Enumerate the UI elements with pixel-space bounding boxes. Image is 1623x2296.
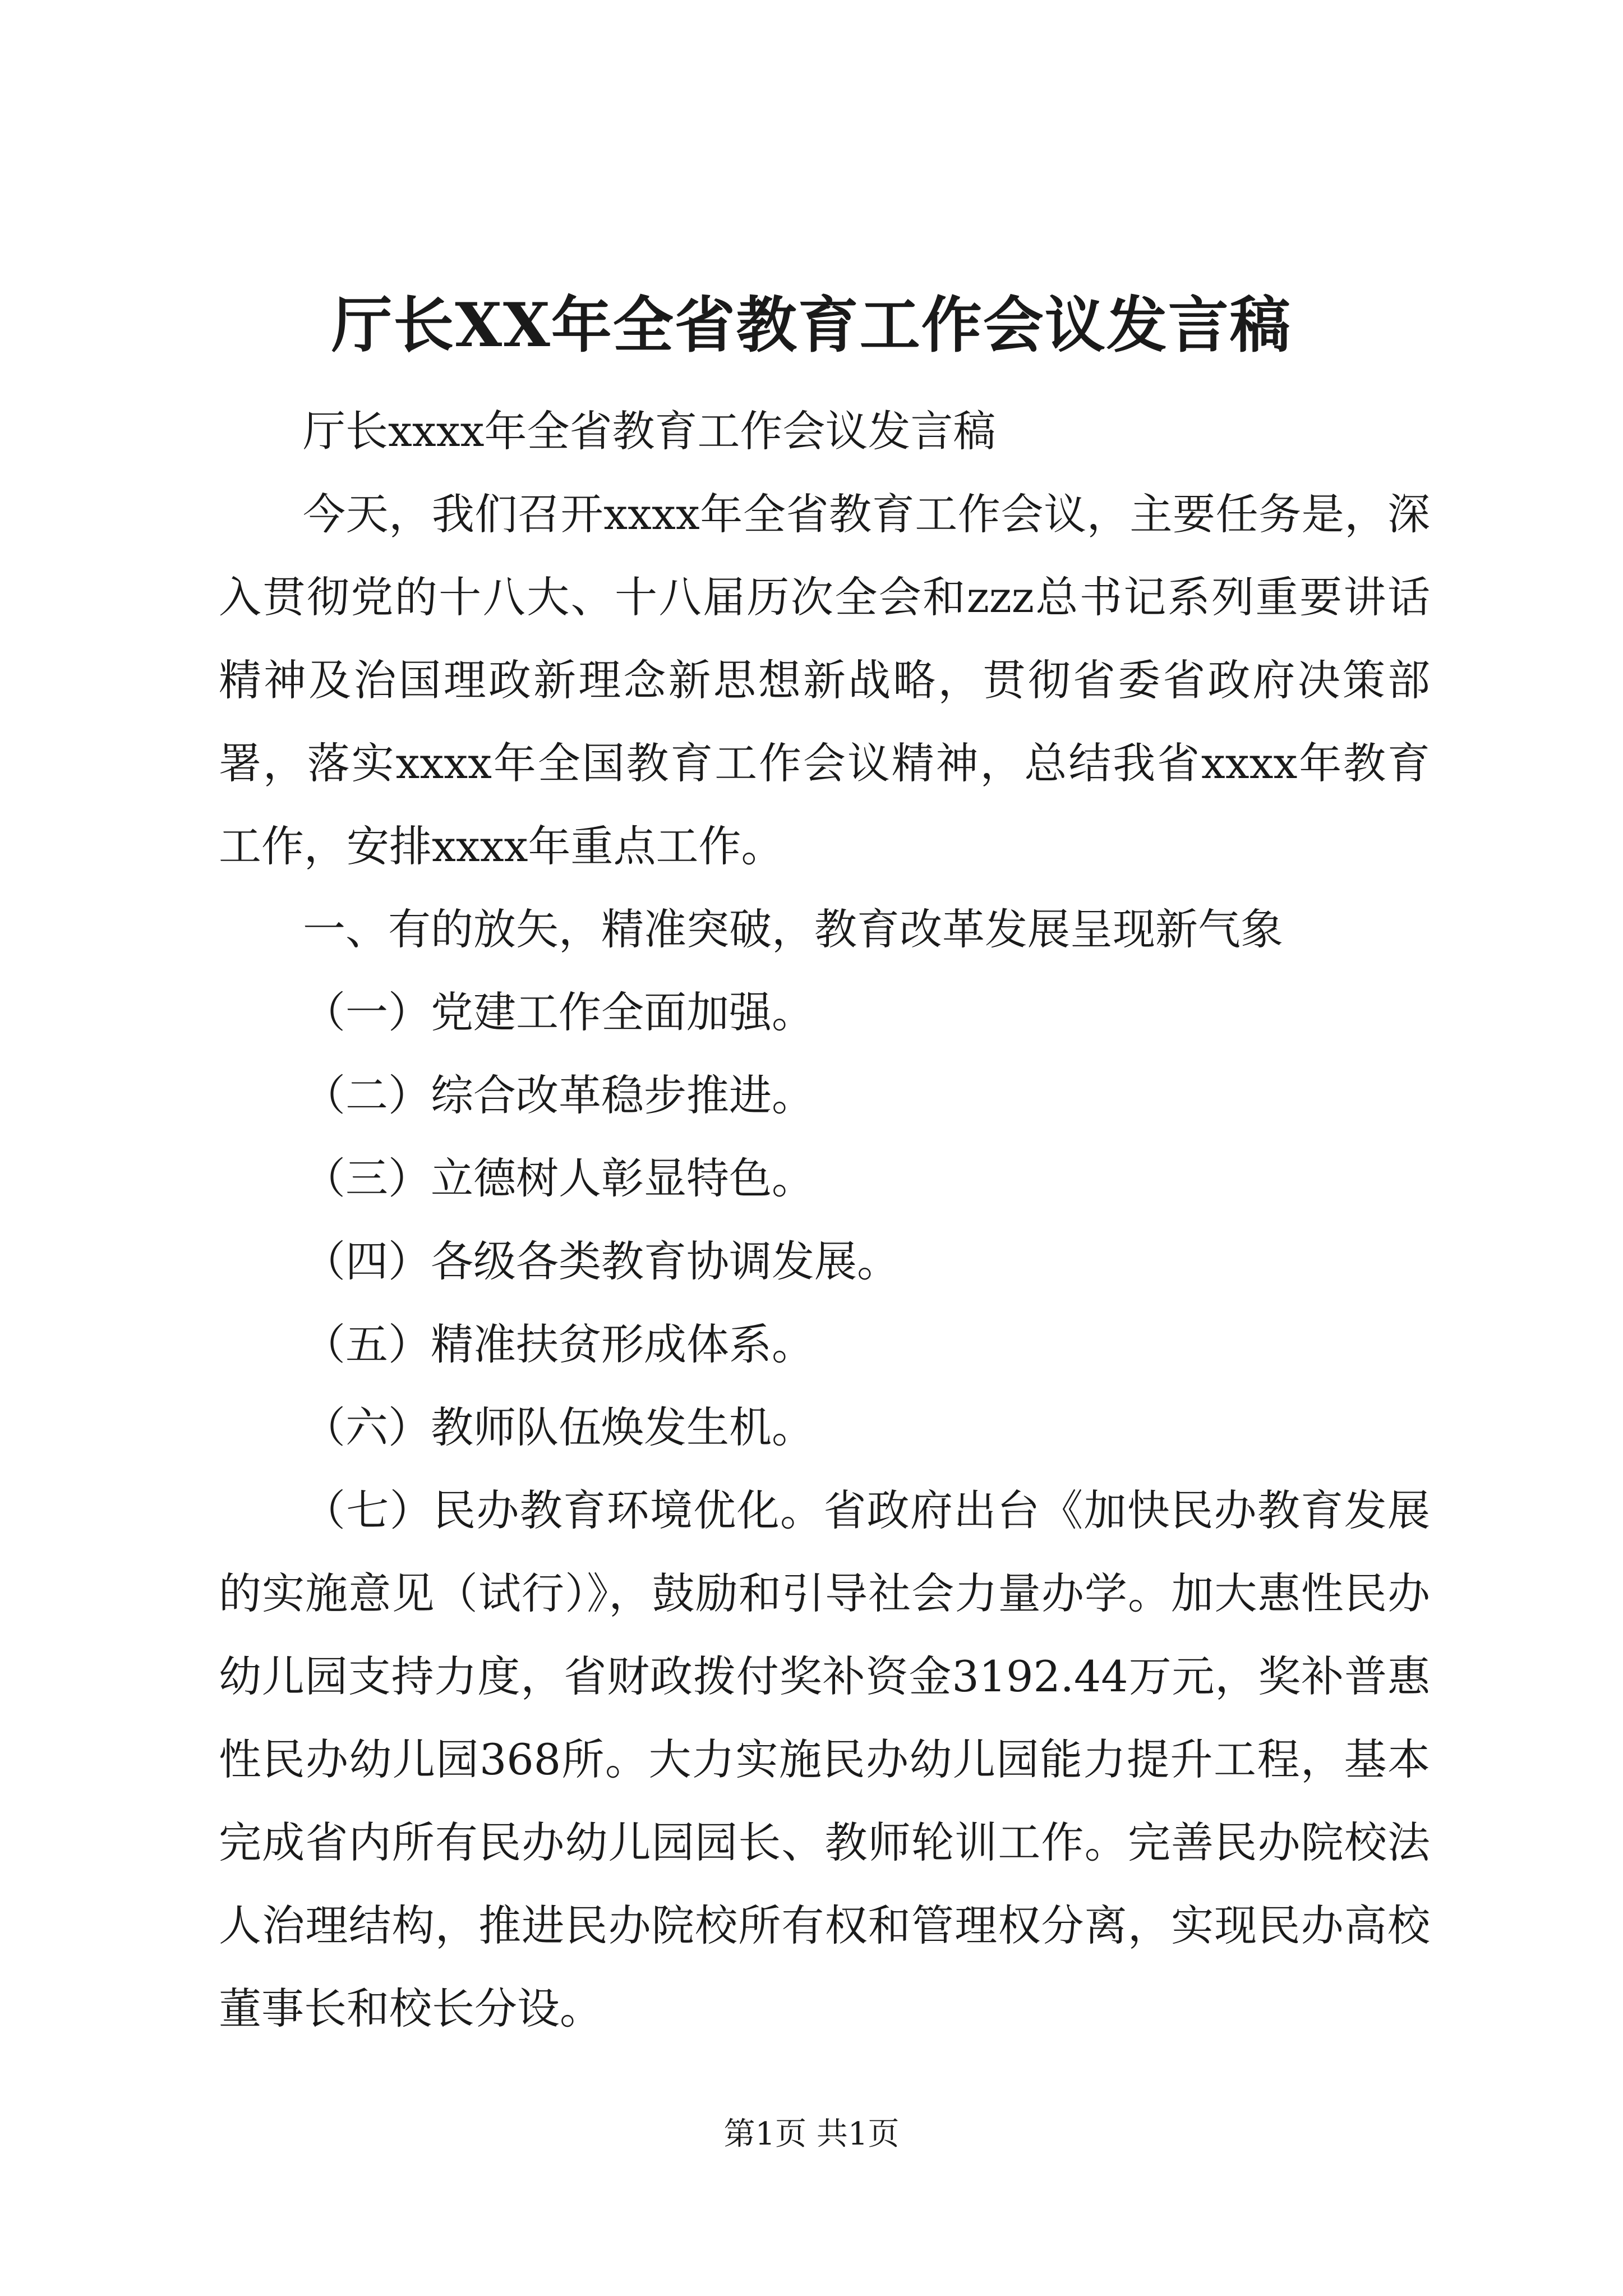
list-item-3: （三）立德树人彰显特色。	[303, 1153, 814, 1203]
page-footer: 第1页 共1页	[723, 2116, 900, 2152]
section-heading: 一、有的放矢，精准突破，教育改革发展呈现新气象	[303, 904, 1283, 954]
intro-paragraph: 今天，我们召开xxxx年全省教育工作会议，主要任务是，深入贯彻党的十八大、十八届历次全会和zzz总书记系列重要讲话精神及治国理政新理念新思想新战略，贯彻省委省政府决策部署，落实xxxx年全国教育工作会议精神，总结我省xxxx年教育工作，安排xxxx年重点工作。	[219, 489, 1430, 871]
list-item-2: （二）综合改革稳步推进。	[303, 1070, 814, 1120]
document-body	[219, 390, 1430, 2050]
list-item-6: （六）教师队伍焕发生机。	[303, 1402, 814, 1452]
list-item-1: （一）党建工作全面加强。	[303, 987, 814, 1037]
list-item-4: （四）各级各类教育协调发展。	[303, 1236, 900, 1286]
document-title: 厅长XX年全省教育工作会议发言稿	[331, 290, 1292, 361]
item7-paragraph: （七）民办教育环境优化。省政府出台《加快民办教育发展的实施意见（试行）》，鼓励和引导社会力量办学。加大惠性民办幼儿园支持力度，省财政拨付奖补资金3192.44万元，奖补普惠性民办幼儿园368所。大力实施民办幼儿园能力提升工程，基本完成省内所有民办幼儿园园长、教师轮训工作。完善民办院校法人治理结构，推进民办院校所有权和管理权分离，实现民办高校董事长和校长分设。	[219, 1485, 1430, 2033]
subtitle-line: 厅长xxxx年全省教育工作会议发言稿	[303, 406, 996, 456]
list-item-5: （五）精准扶贫形成体系。	[303, 1319, 814, 1369]
